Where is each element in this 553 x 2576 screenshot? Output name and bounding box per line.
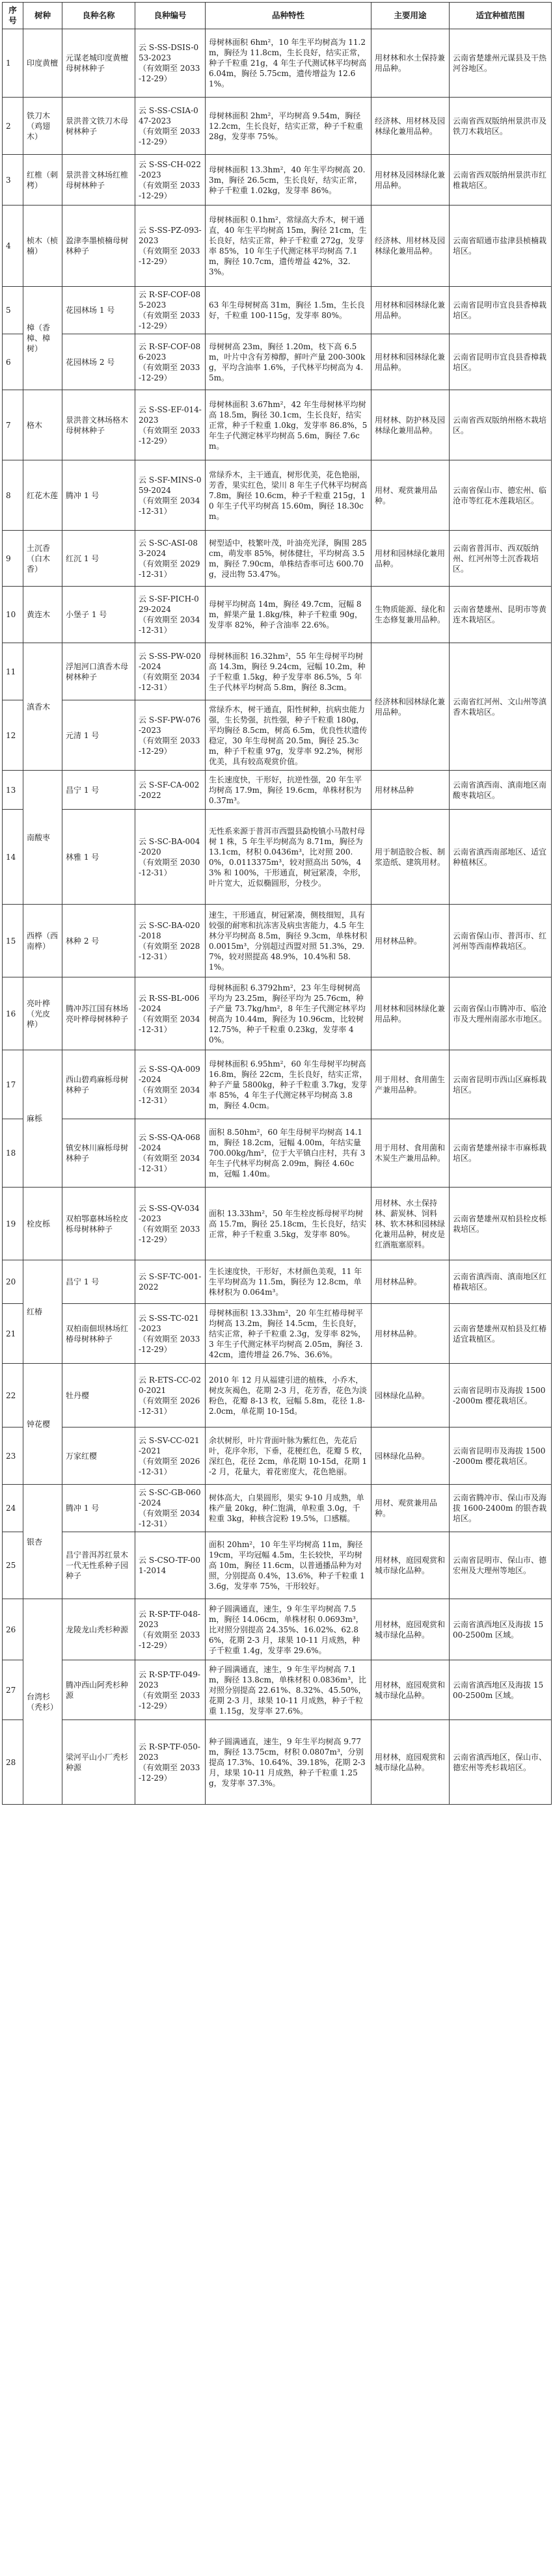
cell-main-use: 用材林和园林绿化兼用品种。 [371, 334, 450, 390]
cell-tree-species: 麻栎 [23, 1050, 62, 1188]
cell-variety-traits: 常绿乔木，主干通直，树形优美，花色艳丽，芳香，果实红色，梁川 8 年生子代林平均树高 7.8m，胸径 10.6cm，种子千粒重 215g，10 年生子代平均树高 15.60m，胸径 18.30cm。 [206, 460, 371, 531]
cell-suitable-range: 云南省西双版纳州景洪市及铁刀木栽培区。 [450, 98, 552, 155]
cell-suitable-range: 云南省楚雄州、昆明市等黄连木栽培区。 [450, 587, 552, 643]
cell-variety-traits: 母树林面积 16.32hm²，55 年生母树平均树高 14.3m，胸径 9.24cm，冠幅 10.2m，种子千粒重 1.5kg，种子发芽率 86.5%，5 年生子代林平均树高 5.8m，胸径 8.3cm。 [206, 643, 371, 700]
table-row [3, 1660, 552, 1720]
cell-variety-code: 云 S-SF-MINS-059-2024 （有效期至 2034-12-31） [135, 460, 206, 531]
cell-variety-traits: 树体高大，白果圆形，果实 9-10 月成熟，单株产量 20kg，种仁饱满，单粒重 3.0g，千粒重 3kg，种核含淀粉 19.5%，口感糯。 [206, 1485, 371, 1532]
cell-main-use: 用材林、防护林及园林绿化兼用品种。 [371, 390, 450, 460]
cell-tree-species: 南酸枣 [23, 771, 62, 905]
cell-serial-number: 3 [3, 155, 23, 206]
table-row [3, 1304, 552, 1364]
cell-variety-code: 云 S-SS-TC-021-2023 （有效期至 2033-12-29） [135, 1304, 206, 1364]
table-row [3, 1599, 552, 1660]
cell-tree-species: 土沉香（白木香） [23, 531, 62, 587]
cell-suitable-range: 云南省楚雄州禄丰市麻栎栽培区。 [450, 1119, 552, 1188]
table-row [3, 334, 552, 390]
cell-variety-code: 云 S-SS-PW-020-2024 （有效期至 2034-12-31） [135, 643, 206, 700]
cell-variety-traits: 面积 20hm²，10 年生平均树高 11m，胸径 19cm，平均冠幅 4.5m，生长较快，平均树高 10m，胸径 11.6cm，以普通播品种为对照，分别提高 0.4%，13.6%，种子千粒重 13.6g，发芽率 75%，干形较好。 [206, 1532, 371, 1599]
header-main-use: 主要用途 [371, 3, 450, 29]
table-row [3, 1188, 552, 1260]
cell-serial-number: 13 [3, 771, 23, 810]
cell-variety-traits: 母树平均树高 14m，胸径 49.7cm，冠幅 8m，鲜果产量 1.8kg/株，种子千粒重 90g，发芽率 82%，种子含油率 22.6%。 [206, 587, 371, 643]
cell-main-use: 用材林品种。 [371, 1260, 450, 1304]
cell-main-use: 用材林品种。 [371, 1304, 450, 1364]
cell-variety-name: 昌宁普洱苏红景木一代无性系种子园种子 [62, 1532, 135, 1599]
cell-variety-traits: 树型适中，枝繁叶茂，叶油亮光泽，胸围 285cm，萌发率 85%，树体健壮，平均树高 3.5m，胸径 7.90cm，单株结香率可达 600.70g，浸出物 53.47%。 [206, 531, 371, 587]
cell-variety-name: 牡丹樱 [62, 1364, 135, 1427]
cell-variety-code: 云 S-SS-DSIS-053-2023 （有效期至 2033-12-29） [135, 29, 206, 98]
cell-main-use: 用于制造胶合板、制浆造纸、建筑用材。 [371, 810, 450, 905]
table-row [3, 1364, 552, 1427]
table-row [3, 1260, 552, 1304]
cell-suitable-range: 云南省保山市、普洱市、红河州等西南桦栽培区。 [450, 905, 552, 977]
cell-variety-name: 腾冲苏江国有林场亮叶桦母树林种子 [62, 977, 135, 1050]
cell-variety-traits: 面积 8.50hm²，60 年生母树平均树高 14.1m，胸径 18.2cm，冠幅 4.00m，年结实量 700.00kg/hm²，位于大平镇白庄村，共有 3 年生子代林平均树高 2.09m，胸径 4.60cm，冠幅 1.40m。 [206, 1119, 371, 1188]
cell-serial-number: 14 [3, 810, 23, 905]
cell-variety-name: 梁河平山小厂秃杉种源 [62, 1720, 135, 1805]
table-row [3, 587, 552, 643]
cell-serial-number: 24 [3, 1485, 23, 1532]
cell-variety-name: 花园林场 2 号 [62, 334, 135, 390]
cell-tree-species: 亮叶桦（光皮桦） [23, 977, 62, 1050]
seed-variety-table [2, 2, 552, 1805]
table-row [3, 905, 552, 977]
table-row [3, 206, 552, 287]
cell-serial-number: 6 [3, 334, 23, 390]
cell-tree-species: 红椿 [23, 1260, 62, 1364]
cell-tree-species: 铁刀木（鸡翅木） [23, 98, 62, 155]
cell-serial-number: 7 [3, 390, 23, 460]
cell-main-use: 用材林品种。 [371, 905, 450, 977]
cell-main-use: 用材林，庭园观赏和城市绿化品种。 [371, 1532, 450, 1599]
header-serial-number: 序号 [3, 3, 23, 29]
cell-tree-species: 黄连木 [23, 587, 62, 643]
cell-variety-traits: 生长速度快，干形好，木材颜色美观，11 年生平均树高为 11.5m，胸径为 12.8cm，单株材积为 0.064m³。 [206, 1260, 371, 1304]
cell-suitable-range: 云南省楚雄州双柏县及红椿适宜栽植区。 [450, 1304, 552, 1364]
table-row [3, 810, 552, 905]
cell-suitable-range: 云南省滇西地区及海拔 1500-2500m 区域。 [450, 1599, 552, 1660]
cell-variety-code: 云 S-CSO-TF-001-2014 [135, 1532, 206, 1599]
cell-variety-traits: 种子圆满通直，速生，9 年生平均树高 7.1m，胸径 13.8cm，单株材积 0.0836m³，比对照分别提高 22.61%、8.32%、45.50%，花期 2-3 月，球果 10-11 月成熟，种子千粒重 1.15g，发芽率 27.6%。 [206, 1660, 371, 1720]
cell-serial-number: 11 [3, 643, 23, 700]
cell-variety-name: 小堡子 1 号 [62, 587, 135, 643]
cell-suitable-range: 云南省普洱市、西双版纳州、红河州等土沉香栽培区。 [450, 531, 552, 587]
cell-variety-code: 云 S-SC-GB-060-2024 （有效期至 2034-12-31） [135, 1485, 206, 1532]
cell-variety-code: 云 R-SS-BL-006-2024 （有效期至 2034-12-31） [135, 977, 206, 1050]
cell-main-use: 用材林品种 [371, 771, 450, 810]
cell-serial-number: 27 [3, 1660, 23, 1720]
cell-suitable-range: 云南省保山市、德宏州、临沧市等红花木莲栽培区。 [450, 460, 552, 531]
cell-main-use: 用材和园林绿化兼用品种。 [371, 531, 450, 587]
header-variety-traits: 品种特性 [206, 3, 371, 29]
cell-main-use: 用于用材、食用菌和木炭生产兼用品种。 [371, 1119, 450, 1188]
cell-suitable-range: 云南省红河州、文山州等滇香木栽培区。 [450, 643, 552, 771]
cell-variety-name: 双柏南佃坝林场红椿母树林种子 [62, 1304, 135, 1364]
cell-suitable-range: 云南省昆明市宜良县香樟栽培区。 [450, 334, 552, 390]
cell-variety-traits: 常绿乔木，树干通直，阳性树种，抗病虫能力强，生长势强，抗性强，种子千粒重 180g，平均胸径 8.5cm，树高 6.5m，优良性状遗传稳定，30 年生母树高 20.5m，胸径 25.3cm，种子千粒重 97g，发芽率 92.2%，树形优美，具有较高观赏价值。 [206, 700, 371, 771]
cell-main-use: 用材林和水土保持兼用品种。 [371, 29, 450, 98]
cell-variety-name: 林雅 1 号 [62, 810, 135, 905]
cell-serial-number: 5 [3, 287, 23, 334]
document-page [2, 2, 551, 1805]
cell-suitable-range: 云南省昭通市盐津县桢楠栽培区。 [450, 206, 552, 287]
cell-variety-traits: 母树林面积 13.33hm²，20 年生红椿母树平均树高 13.2m，胸径 14.5cm，生长良好，结实正常，种子千粒重 2.3g，发芽率 82%，3 年生子代测定林平均树高 2.05m，胸径 3.42cm，遗传增益 26.7%、36.6%。 [206, 1304, 371, 1364]
cell-variety-code: 云 R-SF-COF-085-2023 （有效期至 2033-12-29） [135, 287, 206, 334]
cell-tree-species: 银杏 [23, 1485, 62, 1599]
cell-variety-traits: 无性系来源于普洱市西盟县勐梭镇小马散村母树 1 株，5 年生平均树高为 8.71m，胸径为 13.1cm，材积 0.0436m³，比对照 200.0%，0.0113375m³，较对照高出 50%，43% 和 100%，干形通直，树冠紧凑，伞形，叶片宽大，近似椭圆形，分枝少。 [206, 810, 371, 905]
cell-suitable-range: 云南省昆明市及海拔 1500-2000m 樱花栽培区。 [450, 1364, 552, 1427]
cell-main-use: 经济林、用材林及园林绿化兼用品种。 [371, 98, 450, 155]
cell-variety-traits: 2010 年 12 月从福建引进的植株，小乔木，树皮灰褐色，花期 2-3 月，花芳香，花色为淡粉色，花瓣 8-13 枚，冠幅 5.8m，花径 1.8-2.0cm，单花期 10-15d。 [206, 1364, 371, 1427]
cell-suitable-range: 云南省滇西南、滇南地区红椿栽培区。 [450, 1260, 552, 1304]
cell-variety-code: 云 S-SF-PW-076-2023 （有效期至 2033-12-29） [135, 700, 206, 771]
cell-variety-code: 云 S-SC-BA-020-2018 （有效期至 2028-12-31） [135, 905, 206, 977]
cell-serial-number: 1 [3, 29, 23, 98]
cell-variety-name: 林种 2 号 [62, 905, 135, 977]
cell-variety-traits: 母树林面积 6.95hm²，60 年生母树平均树高 16.8m，胸径 22cm，生长良好，结实正常，种子产量 5800kg，种子千粒重 3.7kg，发芽率 85%，4 年生子代测定林平均树高 3.8m，胸径 4.0cm。 [206, 1050, 371, 1119]
cell-variety-name: 腾冲 1 号 [62, 460, 135, 531]
cell-serial-number: 19 [3, 1188, 23, 1260]
cell-variety-traits: 63 年生母树树高 31m，胸径 1.5m，生长良好，千粒重 100-115g，发芽率 80%。 [206, 287, 371, 334]
cell-variety-code: 云 R-SP-TF-049-2023 （有效期至 2033-12-29） [135, 1660, 206, 1720]
cell-tree-species: 栓皮栎 [23, 1188, 62, 1260]
cell-variety-traits: 母树林面积 6hm²，10 年生平均树高为 11.2m，胸径为 11.8cm，生长良好，结实正常，种子千粒重 21g，4 年生子代测试林平均树高 6.04m，胸径 5.75cm，遗传增益为 12.61%。 [206, 29, 371, 98]
cell-variety-traits: 种子圆满通直，速生，9 年生平均树高 7.5m，胸径 14.06cm，单株材积 0.0693m³，比对照分别提高 24.35%、16.02%、62.86%，花期 2-3 月，球果 10-11 月成熟，种子千粒重 1.4g，发芽率 29.6%。 [206, 1599, 371, 1660]
cell-serial-number: 4 [3, 206, 23, 287]
table-row [3, 977, 552, 1050]
cell-variety-traits: 母树树高 23m，胸径 1.20m，枝下高 6.5m，叶片中含有芳樟醇，鲜叶产量 200-300kg，平均含油率 1.6%，子代林平均树高为 4.5m。 [206, 334, 371, 390]
cell-tree-species: 钟花樱 [23, 1364, 62, 1485]
cell-suitable-range: 云南省滇西南、滇南地区南酸枣栽培区。 [450, 771, 552, 810]
cell-main-use: 用材林、水土保持林、薪炭林、饲料林、软木林和园林绿化兼用品种，树皮是红酒瓶塞原料。 [371, 1188, 450, 1260]
table-row [3, 1119, 552, 1188]
cell-serial-number: 21 [3, 1304, 23, 1364]
cell-main-use: 用材林，庭园观赏和城市绿化品种。 [371, 1599, 450, 1660]
cell-serial-number: 17 [3, 1050, 23, 1119]
table-body [3, 29, 552, 1805]
cell-suitable-range: 云南省昆明市、保山市、德宏州及大理州等地区。 [450, 1532, 552, 1599]
cell-variety-name: 龙陵龙山秃杉种源 [62, 1599, 135, 1660]
cell-variety-traits: 面积 13.33hm²，50 年生栓皮栎母树平均树高 15.7m，胸径 25.18cm，生长良好，结实正常，种子千粒重 3.5kg，发芽率 80%。 [206, 1188, 371, 1260]
cell-main-use: 经济林、用材林及园林绿化兼用品种。 [371, 206, 450, 287]
table-row [3, 643, 552, 700]
cell-variety-name: 昌宁 1 号 [62, 1260, 135, 1304]
cell-suitable-range: 云南省昆明市西山区麻栎栽培区。 [450, 1050, 552, 1119]
cell-variety-code: 云 S-SC-BA-004-2020 （有效期至 2030-12-31） [135, 810, 206, 905]
header-tree-species: 树种 [23, 3, 62, 29]
cell-serial-number: 12 [3, 700, 23, 771]
cell-serial-number: 20 [3, 1260, 23, 1304]
cell-variety-traits: 母树林面积 2hm²，平均树高 9.54m，胸径 12.2cm，生长良好，结实正常，种子千粒重 28g，发芽率 75%。 [206, 98, 371, 155]
cell-suitable-range: 云南省西双版纳州格木栽培区。 [450, 390, 552, 460]
cell-tree-species: 桢木（桢楠） [23, 206, 62, 287]
cell-suitable-range: 云南省滇西南部地区、适宜种植林区。 [450, 810, 552, 905]
cell-serial-number: 16 [3, 977, 23, 1050]
table-row [3, 287, 552, 334]
cell-variety-traits: 种子圆满通直，速生，9 年生平均树高 9.77m，胸径 13.75cm，材积 0.0807m³，分别提高 17.3%、10.64%、39.18%，花期 2-3 月，球果 10-11 月成熟，种子千粒重 1.25g，发芽率 37.3%。 [206, 1720, 371, 1805]
header-suitable-range: 适宜种植范围 [450, 3, 552, 29]
table-row [3, 1427, 552, 1485]
cell-variety-code: 云 S-SF-PICH-029-2024 （有效期至 2034-12-31） [135, 587, 206, 643]
cell-main-use: 用材林，庭园观赏和城市绿化品种。 [371, 1720, 450, 1805]
cell-main-use: 生物质能源、绿化和生态修复兼用品种。 [371, 587, 450, 643]
cell-variety-code: 云 S-SS-PZ-093-2023 （有效期至 2033-12-29） [135, 206, 206, 287]
cell-main-use: 用材林和园林绿化兼用品种。 [371, 287, 450, 334]
cell-variety-name: 西山碧鸡麻栎母树林种子 [62, 1050, 135, 1119]
table-row [3, 531, 552, 587]
cell-tree-species: 格木 [23, 390, 62, 460]
cell-variety-name: 元谋老城印度黄檀母树林种子 [62, 29, 135, 98]
cell-suitable-range: 云南省滇西地区，保山市、德宏州等秃杉栽培区。 [450, 1720, 552, 1805]
cell-tree-species: 红花木莲 [23, 460, 62, 531]
cell-variety-traits: 生长速度快，干形好，抗逆性强，20 年生平均树高 17.9m，胸径 19.6cm，单株材积为 0.37m³。 [206, 771, 371, 810]
table-row [3, 390, 552, 460]
table-row [3, 155, 552, 206]
cell-suitable-range: 云南省腾冲市、保山市及海拔 1600-2400m 的银杏栽培区。 [450, 1485, 552, 1532]
cell-variety-traits: 速生，干形通直，树冠紧凑，侧枝细短，具有较强的耐寒和抗冻害及病虫害能力，4.5 年生林分平均树高 8.5m，胸径 9.3cm，单株材积 0.0015m³，分别超过西盟对照 51.3%，29.7%，较对照提高 48.9%，10.4%和 58.1%。 [206, 905, 371, 977]
cell-variety-name: 景洪普文林场红椎母树林种子 [62, 155, 135, 206]
cell-variety-traits: 母树林面积 6.3792hm²，23 年生母树树高平均为 23.25m，胸径平均为 25.76cm，种子产量 73.7kg/hm²，8 年生子代测定林平均树高为 10.44m，胸径为 10.96cm，比较树 12.75%，种子千粒重 0.23kg，发芽率 40%。 [206, 977, 371, 1050]
cell-variety-code: 云 S-SC-ASI-083-2024 （有效期至 2029-12-31） [135, 531, 206, 587]
cell-serial-number: 9 [3, 531, 23, 587]
cell-tree-species: 滇香木 [23, 643, 62, 771]
table-row [3, 98, 552, 155]
cell-main-use: 经济林和园林绿化兼用品种。 [371, 643, 450, 771]
cell-serial-number: 8 [3, 460, 23, 531]
header-variety-code: 良种编号 [135, 3, 206, 29]
cell-main-use: 用材、观赏兼用品种。 [371, 1485, 450, 1532]
cell-variety-name: 花园林场 1 号 [62, 287, 135, 334]
cell-variety-code: 云 R-ETS-CC-020-2021 （有效期至 2026-12-31） [135, 1364, 206, 1427]
cell-variety-code: 云 R-SP-TF-048-2023 （有效期至 2033-12-29） [135, 1599, 206, 1660]
cell-tree-species: 印度黄檀 [23, 29, 62, 98]
cell-variety-code: 云 S-SS-EF-014-2023 （有效期至 2033-12-29） [135, 390, 206, 460]
cell-variety-name: 景洪普文铁刀木母树林种子 [62, 98, 135, 155]
cell-serial-number: 28 [3, 1720, 23, 1805]
cell-main-use: 用材、观赏兼用品种。 [371, 460, 450, 531]
cell-suitable-range: 云南省保山市腾冲市、临沧市及大理州南部水市地区。 [450, 977, 552, 1050]
header-variety-name: 良种名称 [62, 3, 135, 29]
cell-tree-species: 红椎（刺栲） [23, 155, 62, 206]
cell-variety-traits: 余状树形，叶片背面叶脉为紫红色，先花后叶，花序伞形，下垂，花梗红色，花瓣 5 枚，深红色，花径 2cm，单花期 10-15d，花期 1-2 月，花量大，着花密度大，花色艳丽。 [206, 1427, 371, 1485]
cell-variety-name: 浮旭河口滇香木母树林种子 [62, 643, 135, 700]
cell-variety-code: 云 S-SS-CH-022-2023 （有效期至 2033-12-29） [135, 155, 206, 206]
table-row [3, 1050, 552, 1119]
cell-variety-traits: 母树林面积 3.67hm²，42 年生母树林平均树高 18.5m，胸径 30.1cm，生长良好，结实正常，种子千粒重 1.0kg，发芽率 86.8%，5 年生子代测定林平均树高 5.6m，胸径 7.6cm。 [206, 390, 371, 460]
cell-suitable-range: 云南省昆明市及海拔 1500-2000m 樱花栽培区。 [450, 1427, 552, 1485]
table-row [3, 1720, 552, 1805]
cell-serial-number: 23 [3, 1427, 23, 1485]
table-header-row [3, 3, 552, 29]
cell-tree-species: 西桦（西南桦） [23, 905, 62, 977]
cell-main-use: 园林绿化品种。 [371, 1427, 450, 1485]
cell-variety-code: 云 R-SF-COF-086-2023 （有效期至 2033-12-29） [135, 334, 206, 390]
cell-variety-name: 盈津李墨桢楠母树林种子 [62, 206, 135, 287]
cell-suitable-range: 云南省楚雄州双柏县栓皮栎栽培区。 [450, 1188, 552, 1260]
cell-variety-name: 腾冲西山阿秃杉种源 [62, 1660, 135, 1720]
cell-variety-code: 云 S-SF-TC-001-2022 [135, 1260, 206, 1304]
cell-variety-code: 云 S-SF-CA-002-2022 [135, 771, 206, 810]
cell-suitable-range: 云南省楚雄州元谋县及干热河谷地区。 [450, 29, 552, 98]
cell-tree-species: 樟（香樟、樟树） [23, 287, 62, 390]
cell-suitable-range: 云南省昆明市宜良县香樟栽培区。 [450, 287, 552, 334]
cell-suitable-range: 云南省西双版纳州景洪市红椎栽培区。 [450, 155, 552, 206]
cell-main-use: 园林绿化品种。 [371, 1364, 450, 1427]
cell-variety-name: 景洪普文林场格木母树林种子 [62, 390, 135, 460]
cell-variety-name: 万家红樱 [62, 1427, 135, 1485]
cell-main-use: 用材林和园林绿化兼用品种。 [371, 977, 450, 1050]
table-row [3, 29, 552, 98]
cell-variety-name: 双柏鄂嘉林场栓皮栎母树林种子 [62, 1188, 135, 1260]
cell-main-use: 用于用材、食用菌生产兼用品种。 [371, 1050, 450, 1119]
cell-variety-name: 昌宁 1 号 [62, 771, 135, 810]
cell-serial-number: 25 [3, 1532, 23, 1599]
cell-variety-name: 元清 1 号 [62, 700, 135, 771]
cell-variety-code: 云 S-SS-CSIA-047-2023 （有效期至 2033-12-29） [135, 98, 206, 155]
cell-variety-code: 云 S-SS-QA-068-2024 （有效期至 2034-12-31） [135, 1119, 206, 1188]
cell-serial-number: 15 [3, 905, 23, 977]
cell-variety-code: 云 S-SS-QV-034-2023 （有效期至 2033-12-29） [135, 1188, 206, 1260]
cell-variety-name: 镇安林川麻栎母树林种子 [62, 1119, 135, 1188]
cell-serial-number: 2 [3, 98, 23, 155]
cell-variety-traits: 母树林面积 13.3hm²，40 年生平均树高 20.3m，胸径 26.5cm，生长良好，结实正常，种子千粒重 1.02kg，发芽率 86%。 [206, 155, 371, 206]
table-row [3, 1532, 552, 1599]
cell-variety-code: 云 S-SV-CC-021-2021 （有效期至 2026-12-31） [135, 1427, 206, 1485]
cell-serial-number: 22 [3, 1364, 23, 1427]
cell-variety-traits: 母树林面积 0.1hm²，常绿高大乔木，树干通直，40 年生平均树高 15m，胸径 21cm，生长良好，结实正常，种子千粒重 272g，发芽率 85%，10 年生子代测定林平均树高 7.1m，胸径 10.7cm，遗传增益 42%，32.3%。 [206, 206, 371, 287]
cell-variety-code: 云 R-SP-TF-050-2023 （有效期至 2033-12-29） [135, 1720, 206, 1805]
cell-variety-name: 红沉 1 号 [62, 531, 135, 587]
table-row [3, 771, 552, 810]
cell-serial-number: 18 [3, 1119, 23, 1188]
cell-main-use: 用材林及园林绿化兼用品种。 [371, 155, 450, 206]
cell-serial-number: 26 [3, 1599, 23, 1660]
cell-suitable-range: 云南省滇西地区及海拔 1500-2500m 区域。 [450, 1660, 552, 1720]
cell-variety-name: 腾冲 1 号 [62, 1485, 135, 1532]
cell-main-use: 用材林，庭园观赏和城市绿化品种。 [371, 1660, 450, 1720]
cell-variety-code: 云 S-SS-QA-009-2024 （有效期至 2034-12-31） [135, 1050, 206, 1119]
table-row [3, 460, 552, 531]
cell-serial-number: 10 [3, 587, 23, 643]
cell-tree-species: 台湾杉（秃杉） [23, 1599, 62, 1805]
table-row [3, 1485, 552, 1532]
